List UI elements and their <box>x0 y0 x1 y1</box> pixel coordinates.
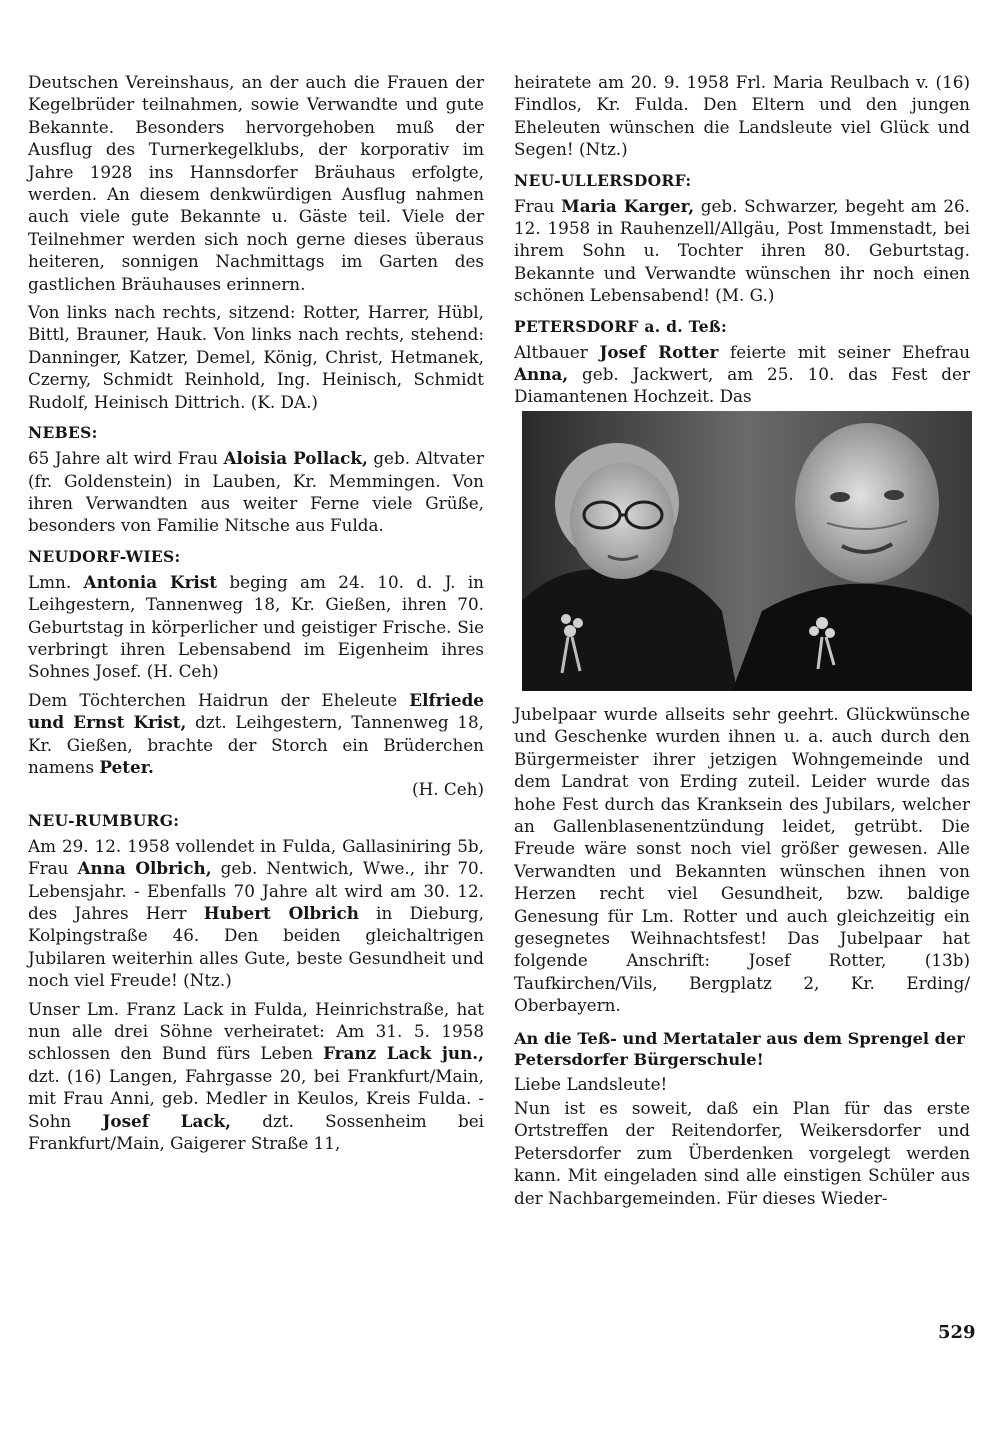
heading-neu-ullersdorf: NEU-ULLERSDORF: <box>514 170 692 190</box>
page-number: 529 <box>938 1322 976 1343</box>
name-franz-lack-jun: Franz Lack jun., <box>323 1043 484 1064</box>
neudorf-text-1: Lmn. Antonia Krist beging am 24. 10. d. J. in Leihgestern, Tannenweg 18, Kr. Gießen, ihren 70. Geburtstag in körperlicher und geistiger Frische. Sie verbringt ihren Lebensabend im Eigenheim ihres Sohnes Josef. (H. Ceh) <box>28 571 484 682</box>
nebes-text: 65 Jahre alt wird Frau Aloisia Pollack, geb. Altvater (fr. Goldenstein) in Lauben, Kr. Memmingen. Von ihren Verwandten aus weiter Ferne viele Grüße, besonders von Familie Nitsche aus Fulda. <box>28 448 484 536</box>
heading-neudorf-wies: NEUDORF-WIES: <box>28 546 181 566</box>
name-antonia-krist: Antonia Krist <box>83 571 218 592</box>
name-josef-rotter: Josef Rotter <box>599 341 719 362</box>
photo-caption-names: Von links nach rechts, sitzend: Rotter, Harrer, Hübl, Bittl, Brauner, Hauk. Von links nach rechts, stehend: Danninger, Katzer, Demel, König, Christ, Hetmanek, Czerny, Schmidt Reinhold, Ing. Heinisch, Schmidt Rudolf, Heinisch Dittrich. (K. DA.) <box>28 302 484 412</box>
jubilee-couple-photo <box>522 411 972 691</box>
man-head <box>795 423 939 583</box>
name-anna: Anna, <box>514 364 569 385</box>
greeting: Liebe Landsleute! <box>514 1073 668 1094</box>
rumburg-text-1: Am 29. 12. 1958 vollendet in Fulda, Gallasiniring 5b, Frau Anna Olbrich, geb. Nentwich, Wwe., ihr 70. Lebensjahr. - Ebenfalls 70 Jahre alt wird am 30. 12. des Jahres Herr Hubert Olbrich in Dieburg, Kolpingstraße 46. Den beiden gleichaltrigen Jubilaren weiterhin alles Gute, beste Gesundheit und noch viel Freude! (Ntz.) <box>28 835 485 991</box>
petersdorf-text-1: Altbauer Josef Rotter feierte mit seiner Ehefrau Anna, geb. Jackwert, am 25. 10. das Fest der Diamantenen Hochzeit. Das <box>514 341 971 407</box>
name-elfriede-ernst-krist: Elfriede und Ernst Krist, <box>28 689 484 733</box>
neudorf-signature: (H. Ceh) <box>412 779 484 800</box>
ullersdorf-text: Frau Maria Karger, geb. Schwarzer, begeht am 26. 12. 1958 in Rauhenzell/Allgäu, Post Immenstadt, bei ihrem Sohn u. Tochter ihren 80. Geburtstag. Bekannte und Verwandte wünschen ihr noch einen schönen Lebensabend! (M. G.) <box>514 195 971 306</box>
article-kegelklub-text: Deutschen Vereinshaus, an der auch die Frauen der Kegelbrüder teilnahmen, sowie Verwandte und gute Bekannte. Besonders hervorgehoben muß der Ausflug des Turnerkegelklubs, der korporativ im Jahre 1928 ins Hannsdorfer Bräuhaus erfolgte, werden. An diesem denkwürdigen Ausflug nahmen auch viele gute Bekannte u. Gäste teil. Viele der Teilnehmer werden sich noch gerne dieses überaus heiteren, sonnigen Nachmittags im Garten des gastlichen Bräuhauses erinnern. <box>28 72 484 294</box>
rumburg-text-2: Unser Lm. Franz Lack in Fulda, Heinrichstraße, hat nun alle drei Söhne verheiratet: Am 31. 5. 1958 schlossen den Bund fürs Leben Franz Lack jun., dzt. (16) Langen, Fahrgasse 20, bei Frankfurt/Main, mit Frau Anni, geb. Medler in Keulos, Kreis Fulda. - Sohn Josef Lack, dzt. Sossenheim bei Frankfurt/Main, Gaigerer Straße 11, <box>28 998 484 1154</box>
name-aloisia-pollack: Aloisia Pollack, <box>223 448 368 469</box>
school-text: Nun ist es soweit, daß ein Plan für das erste Ortstreffen der Reitendorfer, Weikersdorfer und Petersdorfer zum Überdenken vorgelegt werden kann. Mit eingeladen sind alle einstigen Schüler aus der Nachbargemeinden. Für dieses Wieder- <box>514 1097 970 1208</box>
neudorf-text-2: Dem Töchterchen Haidrun der Eheleute Elfriede und Ernst Krist, dzt. Leihgestern, Tannenweg 18, Kr. Gießen, brachte der Storch ein Brüderchen namens Peter. <box>28 689 484 777</box>
name-peter: Peter. <box>99 756 154 777</box>
name-anna-olbrich: Anna Olbrich, <box>77 858 212 879</box>
name-josef-lack: Josef Lack, <box>102 1110 232 1131</box>
petersdorf-text-2: Jubelpaar wurde allseits sehr geehrt. Glückwünsche und Geschenke wurden ihnen u. a. auch durch den Bürgermeister ihrer jetzigen Wohngemeinde und dem Landrat von Erding zuteil. Leider wurde das hohe Fest durch das Kranksein des Jubilars, welcher an Gallenblasenentzündung leidet, getrübt. Die Freude wäre sonst noch viel größer gewesen. Alle Verwandten und Bekannten wünschen ihnen von Herzen recht viel Gesundheit, bzw. baldige Genesung für Lm. Rotter und auch gleichzeitig ein gesegnetes Weihnachtsfest! Das Jubelpaar hat folgende Anschrift: Josef Rotter, (13b) Taufkirchen/Vils, Bergplatz 2, Kr. Erding/ Oberbayern. <box>514 703 970 1016</box>
heading-school-appeal: An die Teß- und Mertataler aus dem Sprengel der Petersdorfer Bürgerschule! <box>514 1028 965 1069</box>
heading-neu-rumburg: NEU-RUMBURG: <box>28 810 180 830</box>
heading-petersdorf: PETERSDORF a. d. Teß: <box>514 316 727 336</box>
left-column <box>28 71 484 1160</box>
right-column <box>514 71 970 1215</box>
heading-nebes: NEBES: <box>28 423 98 443</box>
rumburg-continued-text: heiratete am 20. 9. 1958 Frl. Maria Reulbach v. (16) Findlos, Kr. Fulda. Den Eltern und den jungen Eheleuten wünschen die Landsleute viel Glück und Segen! (Ntz.) <box>514 72 970 160</box>
name-maria-karger: Maria Karger, <box>561 195 695 216</box>
name-hubert-olbrich: Hubert Olbrich <box>203 903 359 923</box>
